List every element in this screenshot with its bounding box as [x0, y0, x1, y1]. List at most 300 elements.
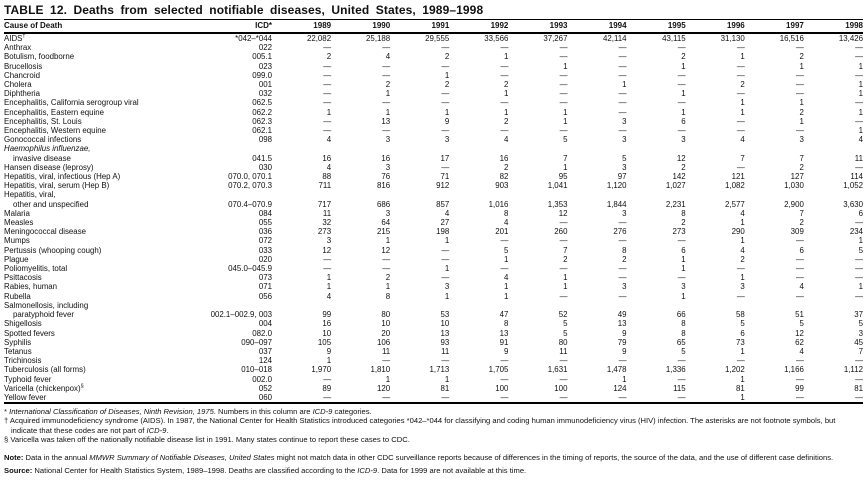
table-row [4, 98, 863, 107]
year-value-cell: 9 [503, 346, 509, 356]
year-value-cell: 1 [503, 254, 509, 264]
year-value-cell: — [559, 126, 568, 136]
year-value-cell: 1,016 [488, 199, 509, 209]
year-value-cell: 58 [735, 310, 745, 320]
year-value-cell: — [323, 116, 332, 126]
year-value-cell: 100 [554, 383, 568, 393]
year-value-cell: 2 [799, 107, 804, 117]
year-value-cell: 5 [563, 328, 568, 338]
table-row [4, 292, 863, 301]
year-value-cell [804, 144, 863, 153]
year-column-header: 1996 [686, 20, 745, 34]
year-value-cell: — [559, 374, 568, 384]
year-value-cell: — [677, 98, 686, 108]
icd-code-cell: 004 [258, 319, 272, 329]
year-value-cell: 37 [854, 310, 863, 320]
year-value-cell: 1 [858, 80, 863, 90]
cause-of-death-label: Encephalitis, Western equine [4, 126, 107, 136]
table-row [4, 126, 863, 135]
year-value-cell: 1,810 [370, 365, 391, 375]
year-column-header: 1997 [745, 20, 804, 34]
cause-of-death-cell [4, 218, 194, 227]
year-value-cell: 1 [326, 107, 332, 117]
year-value-cell: — [500, 356, 509, 366]
year-value-cell [331, 190, 390, 199]
year-value-cell: 1 [858, 236, 863, 246]
year-value-cell: — [559, 43, 568, 53]
year-value-cell [449, 190, 508, 199]
table-row [4, 393, 863, 403]
year-value-cell: 2 [740, 254, 745, 264]
year-value-cell: — [382, 264, 391, 274]
year-value-cell: — [855, 116, 863, 126]
cause-of-death-label: Varicella (chickenpox) [4, 383, 81, 393]
year-value-cell: 2 [385, 273, 391, 283]
year-value-cell: 121 [731, 172, 745, 182]
table-row [4, 62, 863, 71]
year-value-cell: 2 [681, 218, 686, 228]
year-value-cell [567, 144, 626, 153]
year-value-cell: 1 [503, 52, 509, 62]
year-value-cell: — [677, 43, 686, 53]
text-segment: Varicella was taken off the nationally notifiable disease list in 1991. Many states continue to report these cases to CDC. [10, 434, 410, 444]
year-value-cell: 1 [740, 273, 745, 283]
year-value-cell: — [618, 89, 627, 99]
year-value-cell: 1 [385, 107, 391, 117]
year-value-cell: 76 [381, 172, 391, 182]
year-value-cell: — [323, 98, 332, 108]
year-value-cell: 3 [385, 208, 391, 218]
year-value-cell: 1 [681, 61, 686, 71]
year-value-cell: 1,713 [429, 365, 450, 375]
year-value-cell: 4 [326, 135, 332, 145]
cause-of-death-label: Yellow fever [4, 392, 47, 402]
year-value-cell [627, 144, 686, 153]
year-value-cell [745, 301, 804, 310]
year-value-cell: 3 [622, 282, 627, 292]
year-value-cell: 903 [495, 181, 509, 191]
year-value-cell: — [618, 236, 627, 246]
year-value-cell: — [855, 291, 863, 301]
year-value-cell: — [736, 61, 745, 71]
year-value-cell [804, 190, 863, 199]
icd-code-cell: 070.4–070.9 [228, 199, 272, 209]
year-value-cell: 1,202 [725, 365, 745, 375]
year-value-cell: — [855, 356, 863, 366]
year-value-cell: — [855, 43, 863, 53]
year-value-cell: 65 [676, 337, 686, 347]
year-value-cell: — [559, 70, 568, 80]
year-value-cell: — [795, 291, 804, 301]
year-value-cell: — [382, 254, 391, 264]
cause-of-death-label: Mumps [4, 236, 30, 246]
year-value-cell: — [618, 264, 627, 274]
cause-of-death-cell [4, 384, 194, 393]
year-value-cell: 8 [681, 319, 686, 329]
year-value-cell: 3 [681, 282, 686, 292]
year-value-cell: — [441, 392, 450, 402]
cause-of-death-cell [4, 255, 194, 264]
year-value-cell: 7 [799, 153, 804, 163]
year-value-cell: 64 [381, 218, 391, 228]
year-value-cell: — [855, 392, 863, 402]
year-value-cell: 114 [850, 172, 863, 182]
year-value-cell: 1 [385, 282, 391, 292]
year-value-cell: 1 [563, 116, 568, 126]
table-row [4, 144, 863, 153]
year-value-cell: — [855, 374, 863, 384]
year-value-cell: 1 [385, 89, 391, 99]
icd-code-cell: 056 [258, 291, 272, 301]
year-value-cell [745, 190, 804, 199]
year-value-cell: 5 [503, 245, 509, 255]
year-value-cell: — [618, 98, 627, 108]
text-segment: International Classification of Diseases, Ninth Revision, 1975 [9, 407, 214, 417]
cause-of-death-cell [4, 163, 194, 172]
cause-of-death-cell [4, 200, 194, 209]
icd-code-cell: 090–097 [241, 337, 272, 347]
icd-code-cell: 124 [258, 356, 272, 366]
table-row [4, 310, 863, 319]
year-value-cell: — [500, 392, 509, 402]
icd-code-cell: 072 [258, 236, 272, 246]
year-value-cell: 4 [385, 52, 391, 62]
year-value-cell: 198 [436, 227, 450, 237]
year-value-cell: 12 [795, 328, 804, 338]
year-value-cell: 11 [381, 346, 391, 356]
year-value-cell: 816 [377, 181, 391, 191]
year-value-cell: 8 [681, 328, 686, 338]
cause-of-death-cell [4, 301, 194, 310]
year-value-cell: 43,115 [662, 34, 686, 43]
cause-of-death-cell [4, 154, 194, 163]
cause-of-death-cell [4, 117, 194, 126]
icd-code-cell: 037 [258, 346, 272, 356]
year-value-cell: 142 [672, 172, 686, 182]
table-row [4, 264, 863, 273]
year-value-cell: 42,114 [603, 34, 627, 43]
icd-code-cell: 071 [258, 282, 272, 292]
year-value-cell: 4 [326, 162, 332, 172]
year-value-cell: 686 [377, 199, 391, 209]
cause-of-death-cell [4, 292, 194, 301]
footnote-marker: § [4, 434, 11, 444]
icd-code-cell: 045.0–045.9 [228, 264, 272, 274]
cause-of-death-cell [4, 227, 194, 236]
footnote-marker: † [4, 416, 10, 426]
table-row [4, 218, 863, 227]
table-row [4, 135, 863, 144]
year-value-cell: 5 [563, 135, 568, 145]
year-value-cell: — [559, 80, 568, 90]
cause-of-death-cell [4, 98, 194, 107]
year-value-cell: 5 [858, 245, 863, 255]
year-value-cell: 106 [377, 337, 391, 347]
icd-code-cell: 036 [258, 227, 272, 237]
table-row [4, 89, 863, 98]
year-value-cell: 2 [503, 80, 509, 90]
year-value-cell: — [382, 61, 391, 71]
cause-of-death-label: Anthrax [4, 43, 32, 53]
year-value-cell: 1 [444, 236, 450, 246]
cause-of-death-cell [4, 319, 194, 328]
year-value-cell: — [736, 89, 745, 99]
icd-code-cell: 005.1 [252, 52, 272, 62]
year-value-cell: 12 [381, 245, 391, 255]
icd-code-cell: 062.5 [252, 98, 272, 108]
year-value-cell: 13 [440, 328, 450, 338]
cause-of-death-label: Malaria [4, 208, 30, 218]
year-value-cell: — [736, 116, 745, 126]
table-row [4, 43, 863, 52]
year-value-cell: 45 [854, 337, 863, 347]
cause-of-death-cell [4, 329, 194, 338]
year-value-cell: — [618, 291, 627, 301]
cause-of-death-cell [4, 135, 194, 144]
year-value-cell: 73 [735, 337, 745, 347]
table-row [4, 246, 863, 255]
table-row [4, 319, 863, 328]
year-value-cell: 2 [385, 80, 391, 90]
year-value-cell: 4 [503, 273, 509, 283]
icd-code-cell: 062.2 [252, 107, 272, 117]
year-value-cell: — [795, 126, 804, 136]
cause-of-death-label: Poliomyelitis, total [4, 264, 68, 274]
year-value-cell: 2 [503, 162, 509, 172]
year-value-cell: — [559, 264, 568, 274]
year-value-cell: 1 [858, 89, 863, 99]
year-value-cell [627, 190, 686, 199]
year-value-cell: 22,082 [306, 34, 332, 43]
year-value-cell: — [855, 273, 863, 283]
year-value-cell: — [441, 98, 450, 108]
year-value-cell: 4 [740, 135, 745, 145]
year-value-cell: — [441, 254, 450, 264]
cause-of-death-cell [4, 375, 194, 384]
year-value-cell: 1 [326, 273, 332, 283]
year-value-cell: 3 [385, 135, 391, 145]
cause-of-death-label: Rubella [4, 291, 31, 301]
year-value-cell: 1 [799, 116, 804, 126]
year-value-cell: 290 [731, 227, 745, 237]
year-value-cell [745, 144, 804, 153]
year-value-cell: 82 [499, 172, 509, 182]
year-value-cell: 97 [617, 172, 627, 182]
year-value-cell: 99 [322, 310, 332, 320]
year-value-cell: 1,970 [311, 365, 332, 375]
cause-of-death-label: Haemophilus influenzae, [4, 144, 91, 154]
cause-of-death-label: Brucellosis [4, 61, 43, 71]
year-value-cell: 3 [799, 135, 804, 145]
year-value-cell: 3 [740, 282, 745, 292]
year-value-cell: 16 [381, 153, 391, 163]
icd-code-cell [194, 190, 272, 199]
year-value-cell: — [677, 126, 686, 136]
year-value-cell: 2 [799, 218, 804, 228]
year-value-cell [686, 190, 745, 199]
cause-of-death-cell [4, 190, 194, 199]
table-row [4, 282, 863, 291]
icd-code-cell: 020 [258, 254, 272, 264]
year-value-cell: 51 [795, 310, 804, 320]
year-value-cell: 1 [563, 282, 568, 292]
year-value-cell: — [736, 70, 745, 80]
table-row [4, 163, 863, 172]
year-value-cell: — [736, 126, 745, 136]
table-row [4, 384, 863, 393]
year-value-cell: 1 [503, 282, 509, 292]
icd-code-cell: 002.1–002.9, 003 [210, 310, 272, 320]
footnote-marker: § [80, 383, 84, 390]
year-value-cell: 2 [444, 52, 450, 62]
year-value-cell: 29,555 [425, 34, 450, 43]
year-value-cell: — [559, 392, 568, 402]
year-value-cell: — [500, 61, 509, 71]
icd-code-cell: 070.2, 070.3 [228, 181, 272, 191]
year-value-cell: 3 [681, 135, 686, 145]
text-segment: . Numbers in this column are [213, 407, 313, 417]
year-value-cell: 1 [563, 162, 568, 172]
year-value-cell: — [618, 218, 627, 228]
year-value-cell: 1 [681, 254, 686, 264]
cause-of-death-cell [4, 71, 194, 80]
icd-code-cell: 022 [258, 43, 272, 53]
year-value-cell: — [736, 162, 745, 172]
year-value-cell: 11 [854, 153, 863, 163]
year-value-cell: 10 [381, 319, 391, 329]
year-value-cell: 2,231 [665, 199, 686, 209]
cause-of-death-cell [4, 181, 194, 190]
text-segment: ICD-9 [357, 466, 378, 476]
year-value-cell: 37,267 [543, 34, 568, 43]
year-value-cell: 7 [563, 245, 568, 255]
text-segment: . [166, 425, 169, 435]
year-value-cell [686, 301, 745, 310]
year-value-cell: 6 [740, 328, 745, 338]
year-value-cell: 1 [444, 264, 450, 274]
year-value-cell: — [736, 356, 745, 366]
cause-of-death-label: Salmonellosis, including [4, 300, 89, 310]
icd-code-cell: 001 [258, 80, 272, 90]
year-value-cell [567, 190, 626, 199]
icd-code-cell: 033 [258, 245, 272, 255]
year-value-cell: 8 [503, 208, 509, 218]
year-value-cell: — [618, 126, 627, 136]
year-value-cell: 2,577 [725, 199, 745, 209]
year-value-cell: — [855, 98, 863, 108]
icd-code-cell: 084 [258, 208, 272, 218]
year-value-cell: — [618, 52, 627, 62]
cause-of-death-cell [4, 264, 194, 273]
year-value-cell: 260 [554, 227, 568, 237]
year-value-cell: 1 [681, 89, 686, 99]
year-value-cell: 10 [322, 328, 332, 338]
notifiable-diseases-table [4, 19, 863, 404]
cause-of-death-cell [4, 347, 194, 356]
year-value-cell: — [323, 80, 332, 90]
year-value-cell: — [677, 273, 686, 283]
year-value-cell: 1 [681, 107, 686, 117]
text-segment: categories. [332, 407, 372, 417]
year-value-cell: 1 [740, 107, 745, 117]
cause-of-death-cell [4, 310, 194, 319]
year-value-cell: — [677, 80, 686, 90]
year-value-cell: — [795, 80, 804, 90]
year-value-cell: — [795, 392, 804, 402]
year-value-cell: 3 [444, 282, 450, 292]
table-row [4, 356, 863, 365]
cause-of-death-label: Meningococcal disease [4, 227, 87, 237]
year-value-cell: 1 [740, 52, 745, 62]
year-value-cell: 10 [440, 319, 450, 329]
year-value-cell [449, 301, 508, 310]
cause-of-death-label: Encephalitis, California serogroup viral [4, 98, 139, 108]
year-value-cell: — [382, 70, 391, 80]
year-value-cell: 6 [681, 245, 686, 255]
icd-code-cell: 032 [258, 89, 272, 99]
year-value-cell: 81 [854, 383, 863, 393]
year-value-cell: 1 [799, 61, 804, 71]
cause-of-death-cell [4, 282, 194, 291]
icd-code-cell: 062.1 [252, 126, 272, 136]
year-value-cell: 9 [444, 116, 450, 126]
year-value-cell: 4 [503, 218, 509, 228]
year-value-cell: 7 [799, 208, 804, 218]
year-value-cell: — [855, 70, 863, 80]
year-value-cell: 1 [740, 236, 745, 246]
year-value-cell: — [795, 70, 804, 80]
year-value-cell: — [382, 356, 391, 366]
year-value-cell: 1,705 [488, 365, 509, 375]
cause-of-death-cell [4, 273, 194, 282]
year-value-cell: 9 [326, 346, 332, 356]
year-value-cell: — [618, 273, 627, 283]
icd-column-header: ICD* [194, 20, 272, 34]
year-value-cell: 1 [740, 346, 745, 356]
year-value-cell: — [559, 356, 568, 366]
year-value-cell: 1 [503, 291, 509, 301]
year-value-cell [508, 301, 567, 310]
year-value-cell: 1 [858, 61, 863, 71]
year-value-cell: 2 [563, 254, 568, 264]
table-row [4, 255, 863, 264]
year-value-cell: 7 [563, 153, 568, 163]
year-value-cell: — [677, 356, 686, 366]
year-value-cell [508, 190, 567, 199]
year-value-cell: 1 [622, 80, 627, 90]
year-column-header: 1993 [508, 20, 567, 34]
year-value-cell: 1 [858, 126, 863, 136]
year-value-cell: — [323, 264, 332, 274]
text-segment: ICD-9 [146, 425, 167, 435]
year-value-cell: 2 [326, 52, 332, 62]
year-value-cell: 1,027 [665, 181, 686, 191]
year-value-cell: 1,120 [606, 181, 627, 191]
year-value-cell: 1 [326, 282, 332, 292]
year-value-cell [272, 301, 331, 310]
year-value-cell: 273 [672, 227, 686, 237]
year-value-cell [804, 301, 863, 310]
cause-of-death-label: Hepatitis, viral, infectious (Hep A) [4, 172, 121, 182]
year-value-cell: 3 [622, 116, 627, 126]
year-value-cell: 1 [444, 291, 450, 301]
year-value-cell: 5 [858, 319, 863, 329]
year-column-header: 1989 [272, 20, 331, 34]
year-value-cell: 857 [436, 199, 450, 209]
year-value-cell: 124 [613, 383, 627, 393]
year-value-cell: — [382, 98, 391, 108]
table-row [4, 80, 863, 89]
